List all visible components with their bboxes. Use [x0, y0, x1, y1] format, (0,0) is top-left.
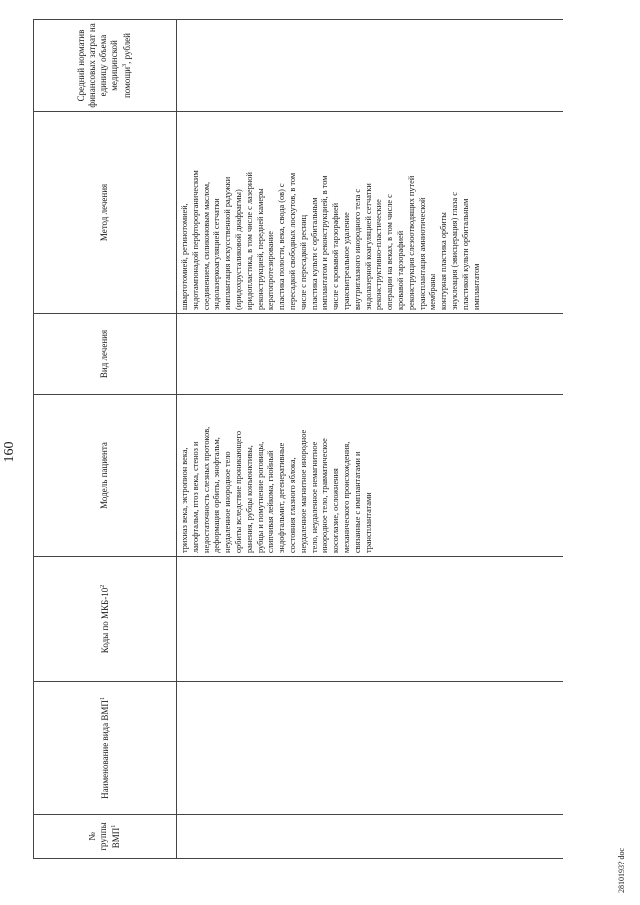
patient-model-line: механического происхождения,: [341, 441, 351, 553]
header-bottom-border: [176, 19, 177, 859]
treatment-method-line: кератопротезирование: [266, 231, 276, 310]
treatment-method-line: трансвитреальное удаление: [341, 212, 351, 310]
patient-model-line: деформация орбиты, энофтальм,: [212, 437, 222, 553]
patient-model-line: тело, неудаленное немагнитное: [309, 441, 319, 553]
header-cost-standard: Средний норматив финансовых затрат на единицу объема медицинской помощи$^3$, рублей: [76, 23, 132, 108]
treatment-method-line: внутриглазного инородного тела с: [352, 188, 362, 310]
treatment-method-line: эндолазерной коагуляцией сетчатки: [363, 183, 373, 310]
treatment-method-line: мембраны: [428, 273, 438, 310]
header-patient-model: Модель пациента: [99, 442, 109, 509]
patient-model-line: связанные с имплантатами и: [352, 451, 362, 553]
treatment-method-line: пластика культи с орбитальным: [309, 197, 319, 310]
patient-model-line: лагофтальм, птоз века, стеноз и: [190, 441, 200, 553]
treatment-method-line: иридопластика, в том числе с лазерной: [244, 172, 254, 310]
patient-model-line: слипчивая лейкома, гнойный: [266, 450, 276, 553]
treatment-method-line: операции на веках, в том числе с: [385, 194, 395, 310]
treatment-method-line: реконструктивно-пластические: [374, 199, 384, 310]
treatment-method-line: эндолазеркоагуляцией сетчатки: [212, 198, 222, 310]
treatment-method-line: эндотампонадой перфторорганическим: [190, 170, 200, 310]
treatment-method-line: энуклеация (эвисцерация) глаза с: [449, 192, 459, 310]
patient-model-line: эндофтальмит, дегенеративные: [277, 442, 287, 553]
treatment-method-line: имплантатом: [471, 263, 481, 310]
patient-model-line: состояния глазного яблока,: [287, 457, 297, 553]
treatment-method-line: (иридохрусталиковой диафрагмы): [233, 189, 243, 310]
treatment-method-line: кровавой тарзорафией: [395, 230, 405, 310]
header-group-number: № группы ВМП$^1$: [87, 822, 121, 851]
patient-model-line: косоглазие, осложнения: [331, 468, 341, 553]
treatment-method-line: трансплантация амниотической: [417, 197, 427, 310]
treatment-method-line: числе с кровавой тарзорафией: [331, 202, 341, 310]
patient-model-line: орбиты вследствие проникающего: [233, 431, 243, 553]
treatment-method-line: пластикой культи орбитальным: [460, 198, 470, 310]
patient-model-line: ранения, рубцы конъюнктивы,: [244, 445, 254, 553]
header-icd-codes: Коды по МКБ-$10^2$: [100, 584, 110, 654]
patient-model-line: неудаленное магнитное инородное: [298, 429, 308, 553]
header-treatment-method: Метод лечения: [99, 183, 109, 242]
treatment-method-cell: [180, 112, 482, 313]
patient-model-line: инородное тело, травматическое: [320, 438, 330, 553]
document-filename: 2810193? doc: [617, 847, 626, 893]
treatment-method-line: пересадкой свободных лоскутов, в том: [287, 172, 297, 310]
header-vmp-name: Наименование вида ВМП$^1$: [100, 697, 110, 799]
patient-model-line: трансплантатами: [363, 492, 373, 553]
treatment-method-line: имплантатом и реконструкцией, в том: [320, 175, 330, 310]
patient-model-line: недостаточность слезных протоков,: [201, 426, 211, 553]
treatment-method-line: контурная пластика орбиты: [439, 212, 449, 310]
patient-model-line: рубцы и помутнение роговицы,: [255, 441, 265, 553]
treatment-method-line: числе с пересадкой ресниц: [298, 214, 308, 310]
treatment-table: [33, 19, 563, 859]
treatment-method-line: пластика полости, века, свода (ов) с: [277, 183, 287, 310]
treatment-method-line: имплантация искусственной радужки: [223, 176, 233, 310]
patient-model-line: трихиаз века, эктропион века,: [180, 447, 189, 553]
treatment-method-line: соединением, силиконовым маслом,: [201, 181, 211, 310]
treatment-method-line: реконструкция слезоотводящих путей: [406, 175, 416, 310]
treatment-method-line: реконструкцией, передней камеры: [255, 188, 265, 310]
header-treatment-type: Вид лечения: [99, 329, 109, 379]
page-number: 160: [2, 441, 17, 463]
patient-model-cell: [180, 395, 374, 556]
treatment-method-line: швартотомией, ретинотомией,: [180, 203, 189, 310]
col-divider: [33, 858, 563, 859]
patient-model-line: неудаленное инородное тело: [223, 451, 233, 553]
